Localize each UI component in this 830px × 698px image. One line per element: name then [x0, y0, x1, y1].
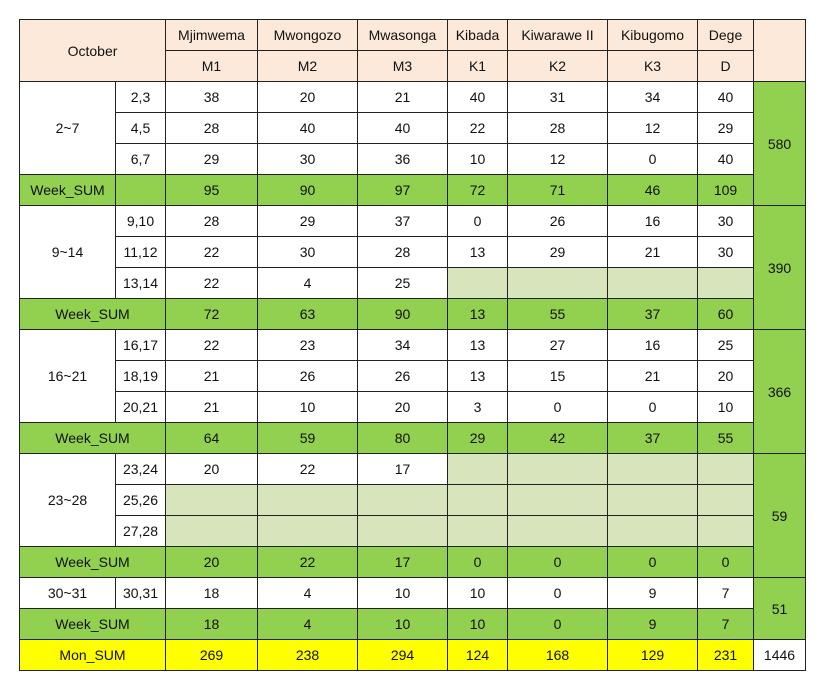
value-cell: 40	[698, 144, 754, 175]
value-cell: 7	[698, 578, 754, 609]
week-sum-value: 0	[608, 547, 698, 578]
value-cell: 28	[166, 206, 258, 237]
week-sum-value: 4	[258, 609, 358, 640]
station-name: Dege	[698, 20, 754, 51]
station-name: Kiwarawe II	[508, 20, 608, 51]
value-cell: 21	[166, 361, 258, 392]
day-pair: 18,19	[116, 361, 166, 392]
value-cell: 26	[508, 206, 608, 237]
value-cell: 21	[358, 82, 448, 113]
value-cell: 0	[508, 578, 608, 609]
value-cell: 40	[358, 113, 448, 144]
value-cell: 29	[508, 237, 608, 268]
week-sum-label: Week_SUM	[20, 609, 166, 640]
value-cell: 21	[166, 392, 258, 423]
day-pair: 20,21	[116, 392, 166, 423]
week-sum-value: 9	[608, 609, 698, 640]
week-sum-value: 71	[508, 175, 608, 206]
value-cell: 15	[508, 361, 608, 392]
day-pair: 27,28	[116, 516, 166, 547]
table-row	[20, 206, 806, 237]
value-cell: 10	[448, 578, 508, 609]
week-range: 16~21	[20, 330, 116, 423]
station-name: Kibugomo	[608, 20, 698, 51]
table-row	[20, 392, 806, 423]
week-total: 51	[754, 578, 806, 640]
week-sum-value: 72	[448, 175, 508, 206]
value-cell: 17	[358, 454, 448, 485]
month-sum-value: 124	[448, 640, 508, 671]
day-pair: 23,24	[116, 454, 166, 485]
table-row	[20, 485, 806, 516]
value-cell	[698, 454, 754, 485]
week-sum-value: 0	[698, 547, 754, 578]
station-code: K2	[508, 51, 608, 82]
week-total: 366	[754, 330, 806, 454]
week-total: 390	[754, 206, 806, 330]
value-cell: 37	[358, 206, 448, 237]
week-sum-value: 10	[448, 609, 508, 640]
month-sum-value: 269	[166, 640, 258, 671]
station-code: M3	[358, 51, 448, 82]
week-sum-value: 20	[166, 547, 258, 578]
day-pair: 25,26	[116, 485, 166, 516]
table-row	[20, 113, 806, 144]
week-sum-value: 95	[166, 175, 258, 206]
value-cell: 30	[698, 206, 754, 237]
week-sum-value: 0	[448, 547, 508, 578]
week-sum-value: 0	[508, 609, 608, 640]
table-row	[20, 578, 806, 609]
value-cell	[448, 268, 508, 299]
station-code: D	[698, 51, 754, 82]
header-row-names	[20, 20, 806, 51]
value-cell: 0	[508, 392, 608, 423]
week-sum-row	[20, 609, 806, 640]
week-sum-value: 80	[358, 423, 448, 454]
value-cell: 25	[698, 330, 754, 361]
value-cell: 18	[166, 578, 258, 609]
value-cell: 10	[258, 392, 358, 423]
station-code: M1	[166, 51, 258, 82]
month-sum-value: 129	[608, 640, 698, 671]
value-cell: 20	[358, 392, 448, 423]
value-cell: 10	[358, 578, 448, 609]
value-cell: 3	[448, 392, 508, 423]
week-sum-value: 59	[258, 423, 358, 454]
table-row	[20, 144, 806, 175]
week-sum-value: 7	[698, 609, 754, 640]
month-grand-total: 1446	[754, 640, 806, 671]
value-cell: 23	[258, 330, 358, 361]
week-sum-value: 17	[358, 547, 448, 578]
value-cell	[508, 454, 608, 485]
value-cell	[608, 454, 698, 485]
table-body	[20, 20, 806, 671]
week-sum-value: 90	[258, 175, 358, 206]
station-name: Kibada	[448, 20, 508, 51]
table-row	[20, 454, 806, 485]
value-cell	[608, 485, 698, 516]
table-row	[20, 516, 806, 547]
value-cell: 29	[166, 144, 258, 175]
week-sum-value: 29	[448, 423, 508, 454]
week-sum-label: Week_SUM	[20, 547, 166, 578]
value-cell: 40	[698, 82, 754, 113]
value-cell	[698, 485, 754, 516]
week-sum-value: 22	[258, 547, 358, 578]
month-sum-value: 168	[508, 640, 608, 671]
value-cell: 30	[698, 237, 754, 268]
value-cell: 13	[448, 237, 508, 268]
value-cell: 4	[258, 578, 358, 609]
value-cell: 22	[166, 268, 258, 299]
month-label: October	[20, 20, 166, 82]
week-sum-value: 72	[166, 299, 258, 330]
value-cell: 36	[358, 144, 448, 175]
value-cell: 20	[258, 82, 358, 113]
value-cell: 0	[608, 144, 698, 175]
week-sum-value: 63	[258, 299, 358, 330]
value-cell: 0	[448, 206, 508, 237]
week-sum-value: 46	[608, 175, 698, 206]
value-cell: 28	[166, 113, 258, 144]
value-cell	[448, 485, 508, 516]
week-range: 30~31	[20, 578, 116, 609]
value-cell: 30	[258, 237, 358, 268]
week-sum-value: 109	[698, 175, 754, 206]
week-sum-value: 18	[166, 609, 258, 640]
value-cell	[608, 268, 698, 299]
value-cell: 26	[258, 361, 358, 392]
day-pair: 6,7	[116, 144, 166, 175]
value-cell	[508, 485, 608, 516]
week-sum-value: 42	[508, 423, 608, 454]
value-cell	[166, 516, 258, 547]
day-pair: 4,5	[116, 113, 166, 144]
value-cell: 34	[358, 330, 448, 361]
day-pair: 16,17	[116, 330, 166, 361]
week-sum-value: 60	[698, 299, 754, 330]
value-cell	[608, 516, 698, 547]
value-cell: 31	[508, 82, 608, 113]
week-sum-label: Week_SUM	[20, 423, 166, 454]
week-range: 23~28	[20, 454, 116, 547]
day-pair: 9,10	[116, 206, 166, 237]
value-cell: 16	[608, 330, 698, 361]
value-cell: 0	[608, 392, 698, 423]
value-cell	[258, 516, 358, 547]
value-cell: 22	[166, 330, 258, 361]
value-cell	[358, 516, 448, 547]
week-sum-value: 37	[608, 423, 698, 454]
value-cell: 13	[448, 361, 508, 392]
month-sum-value: 238	[258, 640, 358, 671]
value-cell: 20	[166, 454, 258, 485]
month-sum-value: 294	[358, 640, 448, 671]
table-row	[20, 268, 806, 299]
rainfall-table	[19, 19, 806, 671]
week-sum-value: 64	[166, 423, 258, 454]
value-cell	[448, 454, 508, 485]
station-name: Mwasonga	[358, 20, 448, 51]
week-sum-label: Week_SUM	[20, 299, 166, 330]
value-cell	[166, 485, 258, 516]
value-cell: 25	[358, 268, 448, 299]
table-row	[20, 361, 806, 392]
week-sum-row	[20, 175, 806, 206]
value-cell	[508, 516, 608, 547]
value-cell: 26	[358, 361, 448, 392]
value-cell: 29	[258, 206, 358, 237]
week-sum-value: 0	[508, 547, 608, 578]
table-row	[20, 330, 806, 361]
week-sum-value: 10	[358, 609, 448, 640]
value-cell: 22	[258, 454, 358, 485]
station-code: M2	[258, 51, 358, 82]
value-cell: 21	[608, 361, 698, 392]
week-sum-row	[20, 547, 806, 578]
week-sum-blank	[116, 175, 166, 206]
value-cell: 30	[258, 144, 358, 175]
value-cell: 21	[608, 237, 698, 268]
day-pair: 30,31	[116, 578, 166, 609]
station-name: Mwongozo	[258, 20, 358, 51]
value-cell: 12	[508, 144, 608, 175]
station-code: K3	[608, 51, 698, 82]
week-range: 2~7	[20, 82, 116, 175]
value-cell: 4	[258, 268, 358, 299]
month-sum-row	[20, 640, 806, 671]
week-total: 580	[754, 82, 806, 206]
value-cell: 20	[698, 361, 754, 392]
value-cell: 28	[358, 237, 448, 268]
value-cell: 38	[166, 82, 258, 113]
value-cell: 13	[448, 330, 508, 361]
value-cell: 16	[608, 206, 698, 237]
header-total-corner	[754, 20, 806, 82]
value-cell: 10	[698, 392, 754, 423]
value-cell	[258, 485, 358, 516]
value-cell: 29	[698, 113, 754, 144]
week-sum-value: 90	[358, 299, 448, 330]
table-row	[20, 237, 806, 268]
value-cell: 22	[448, 113, 508, 144]
month-sum-label: Mon_SUM	[20, 640, 166, 671]
day-pair: 13,14	[116, 268, 166, 299]
week-sum-value: 37	[608, 299, 698, 330]
week-sum-row	[20, 299, 806, 330]
station-name: Mjimwema	[166, 20, 258, 51]
week-sum-value: 13	[448, 299, 508, 330]
day-pair: 11,12	[116, 237, 166, 268]
value-cell: 28	[508, 113, 608, 144]
value-cell: 10	[448, 144, 508, 175]
week-range: 9~14	[20, 206, 116, 299]
week-sum-row	[20, 423, 806, 454]
value-cell	[508, 268, 608, 299]
table-row	[20, 82, 806, 113]
week-sum-value: 55	[698, 423, 754, 454]
week-sum-value: 55	[508, 299, 608, 330]
day-pair: 2,3	[116, 82, 166, 113]
week-total: 59	[754, 454, 806, 578]
station-code: K1	[448, 51, 508, 82]
value-cell	[358, 485, 448, 516]
value-cell: 40	[258, 113, 358, 144]
week-sum-label: Week_SUM	[20, 175, 116, 206]
value-cell: 27	[508, 330, 608, 361]
value-cell: 12	[608, 113, 698, 144]
value-cell	[698, 268, 754, 299]
value-cell: 40	[448, 82, 508, 113]
value-cell	[448, 516, 508, 547]
month-sum-value: 231	[698, 640, 754, 671]
value-cell	[698, 516, 754, 547]
value-cell: 9	[608, 578, 698, 609]
week-sum-value: 97	[358, 175, 448, 206]
value-cell: 22	[166, 237, 258, 268]
value-cell: 34	[608, 82, 698, 113]
